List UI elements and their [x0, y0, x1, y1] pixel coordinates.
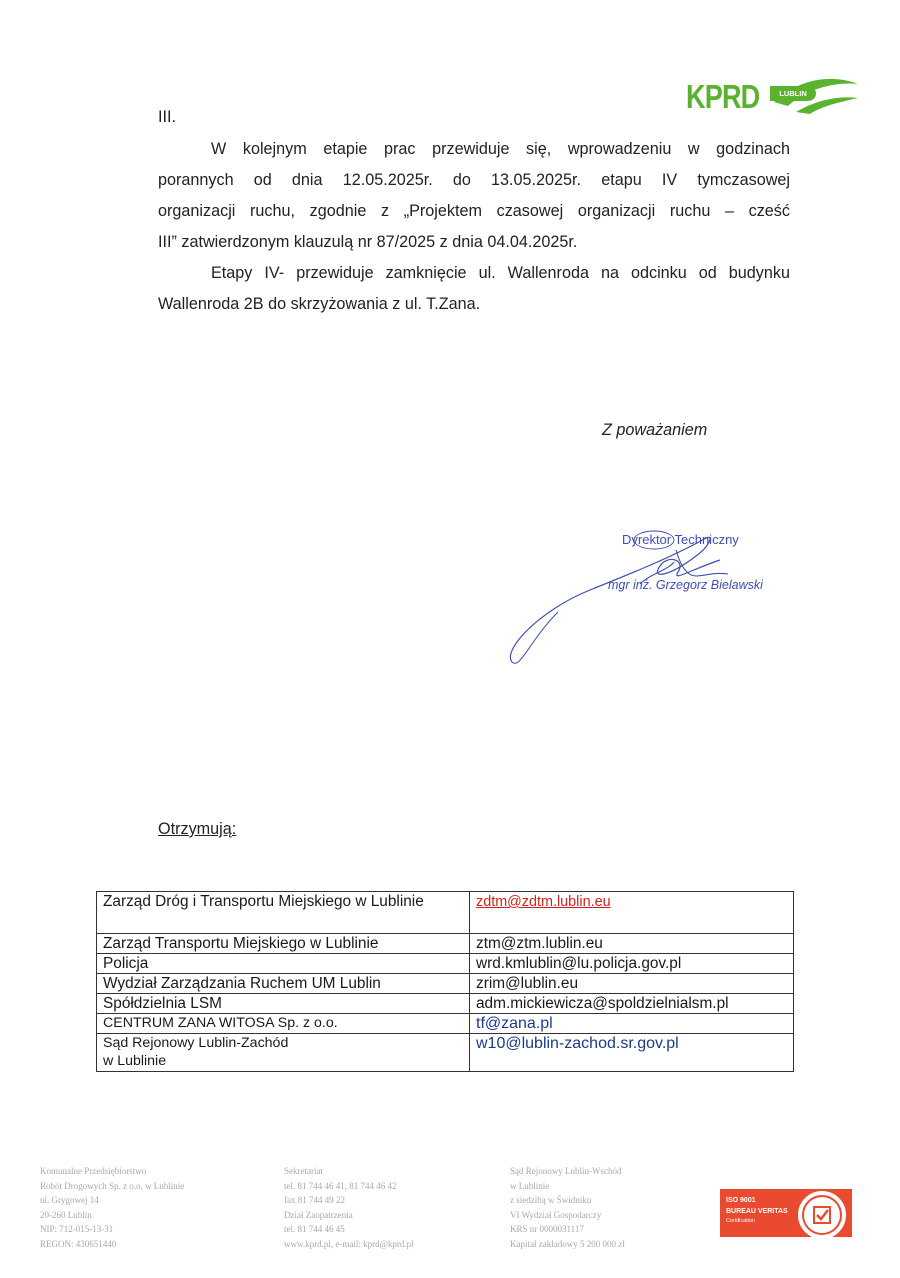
table-row: [97, 1034, 794, 1072]
recipient-org: Zarząd Dróg i Transportu Miejskiego w Lublinie: [97, 892, 470, 934]
footer-company-info: [40, 1164, 184, 1252]
table-row: [97, 954, 794, 974]
cert-brand: BUREAU VERITAS: [726, 1208, 788, 1215]
footer-line: fax 81 744 49 22: [284, 1195, 345, 1206]
recipients-heading: Otrzymują:: [158, 820, 237, 838]
paragraph-line: W kolejnym etapie prac przewiduje się, wprowadzeniu w godzinach: [211, 140, 790, 158]
logo-wordmark: KPRD: [686, 78, 760, 115]
certification-seal-icon: [798, 1191, 846, 1239]
cert-sub: Certification: [726, 1218, 756, 1224]
footer-line: 20-260 Lublin: [40, 1209, 92, 1220]
footer-line: w Lublinie: [510, 1180, 550, 1191]
footer-line: tel. 81 744 46 41, 81 744 46 42: [284, 1180, 397, 1191]
recipient-email: [470, 1014, 794, 1034]
paragraph-1: [158, 134, 790, 258]
recipient-email: ztm@ztm.lublin.eu: [470, 934, 794, 954]
paragraph-2: [158, 258, 790, 320]
recipient-email: [470, 892, 794, 934]
footer-line: VI Wydział Gospodarczy: [510, 1209, 602, 1220]
recipients-table: [96, 891, 794, 1072]
recipient-email: adm.mickiewicza@spoldzielnialsm.pl: [470, 994, 794, 1014]
footer-line: z siedzibą w Świdniku: [510, 1195, 592, 1206]
table-row: [97, 974, 794, 994]
recipient-org: CENTRUM ZANA WITOSA Sp. z o.o.: [97, 1014, 470, 1034]
signature-name: mgr inż. Grzegorz Bielawski: [608, 578, 763, 592]
iso-certification-badge: [720, 1189, 852, 1237]
closing-greeting: Z poważaniem: [602, 421, 708, 439]
footer-line: KRS nr 0000031117: [510, 1224, 584, 1235]
footer-line: Komunalne Przedsiębiorstwo: [40, 1166, 147, 1176]
email-link[interactable]: zdtm@zdtm.lublin.eu: [476, 894, 611, 910]
section-number: III.: [158, 108, 176, 126]
recipient-email: [470, 1034, 794, 1072]
table-row: [97, 892, 794, 934]
footer-contact-info: [284, 1164, 414, 1252]
email-link[interactable]: tf@zana.pl: [476, 1015, 553, 1032]
recipient-org: Zarząd Transportu Miejskiego w Lublinie: [97, 934, 470, 954]
footer-line: tel. 81 744 46 45: [284, 1224, 345, 1235]
footer-line: www.kprd.pl, e-mail: kprd@kprd.pl: [284, 1238, 414, 1249]
footer-line: Dział Zaopatrzenia: [284, 1209, 353, 1220]
footer-registry-info: [510, 1164, 625, 1252]
footer-line: Robót Drogowych Sp. z o.o. w Lublinie: [40, 1180, 185, 1191]
recipient-org: [97, 1034, 470, 1072]
recipient-org: Policja: [97, 954, 470, 974]
signature-block: [500, 520, 800, 670]
footer-line: Kapitał zakładowy 5 200 000 zł: [510, 1238, 625, 1249]
table-row: [97, 1014, 794, 1034]
recipient-org: Spółdzielnia LSM: [97, 994, 470, 1014]
paragraph-line: Wallenroda 2B do skrzyżowania z ul. T.Zana.: [158, 295, 481, 313]
footer-line: NIP: 712-015-13-31: [40, 1224, 114, 1235]
paragraph-line: III” zatwierdzonym klauzulą nr 87/2025 z dnia 04.04.2025r.: [158, 233, 578, 251]
logo-city-tag: LUBLIN: [770, 86, 816, 101]
paragraph-line: porannych od dnia 12.05.2025r. do 13.05.2025r. etapu IV tymczasowej: [158, 171, 790, 189]
paragraph-line: Etapy IV- przewiduje zamknięcie ul. Wallenroda na odcinku od budynku: [211, 264, 790, 282]
table-row: [97, 934, 794, 954]
footer-line: ul. Grygowej 14: [40, 1195, 99, 1206]
cert-iso: ISO 9001: [726, 1197, 756, 1204]
paragraph-line: organizacji ruchu, zgodnie z „Projektem czasowej organizacji ruchu – cześć: [158, 202, 790, 220]
table-row: [97, 994, 794, 1014]
signature-title: Dyrektor Techniczny: [622, 532, 739, 547]
email-link[interactable]: w10@lublin-zachod.sr.gov.pl: [476, 1035, 679, 1052]
footer-line: Sekretariat: [284, 1166, 323, 1176]
recipient-org: Wydział Zarządzania Ruchem UM Lublin: [97, 974, 470, 994]
footer-line: Sąd Rejonowy Lublin-Wschód: [510, 1166, 622, 1176]
recipient-org-line: w Lublinie: [103, 1053, 167, 1069]
recipient-email: zrim@lublin.eu: [470, 974, 794, 994]
recipient-email: wrd.kmlublin@lu.policja.gov.pl: [470, 954, 794, 974]
footer-line: REGON: 430651440: [40, 1238, 117, 1249]
recipient-org-line: Sąd Rejonowy Lublin-Zachód: [103, 1035, 289, 1051]
